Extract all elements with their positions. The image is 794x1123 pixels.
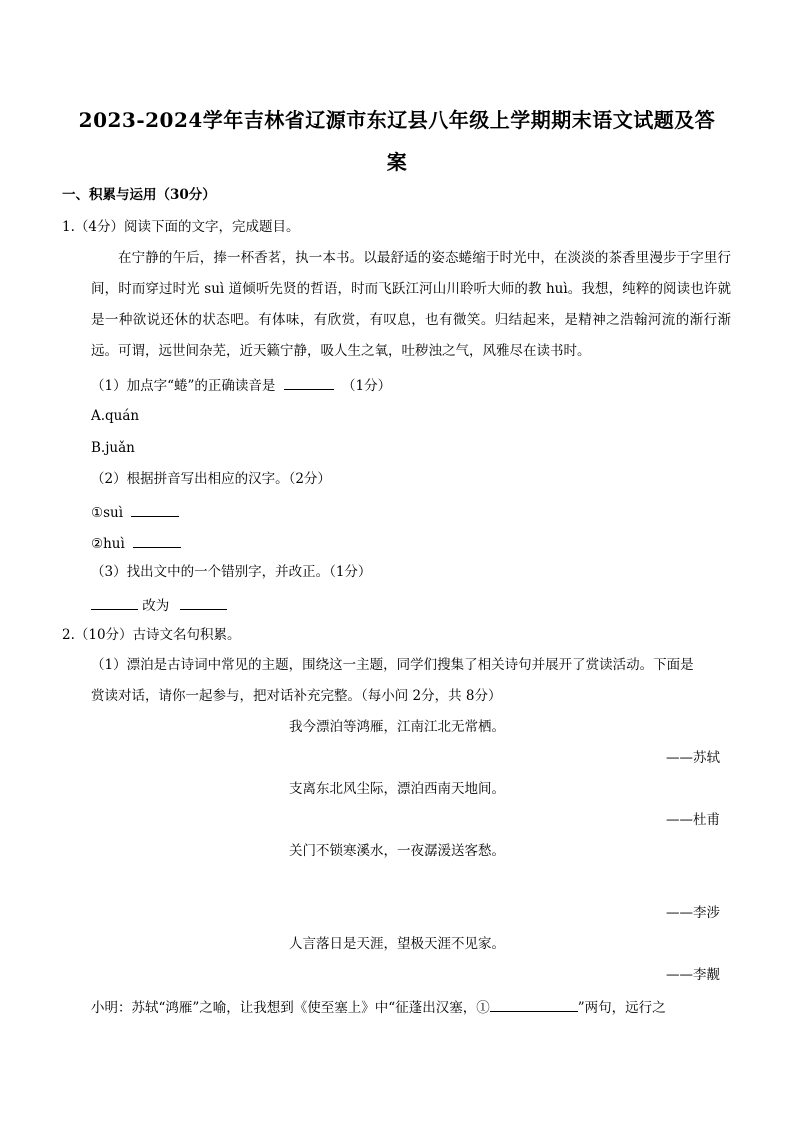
answer-blank[interactable] <box>91 595 138 610</box>
poem-author: ——李觏 <box>666 967 720 983</box>
poem-author: ——李涉 <box>666 905 720 921</box>
q1-sub3: （3）找出文中的一个错别字，并改正。（1分） <box>91 564 372 580</box>
answer-blank[interactable] <box>490 997 578 1012</box>
q1-sub2b <box>91 533 181 553</box>
q2-sub1-line1: （1）漂泊是古诗词中常见的主题，围绕这一主题，同学们搜集了相关诗句并展开了赏读活动。下面是 <box>91 657 694 673</box>
option-a: A.quán <box>91 408 140 424</box>
q1-sub3-mid: 改为 <box>142 598 170 614</box>
answer-blank[interactable] <box>131 502 179 517</box>
q2-sub1-line2: 赏读对话，请你一起参与，把对话补充完整。（每小问 2分，共 8分） <box>91 688 502 704</box>
doc-title-line1: 2023-2024学年吉林省辽源市东辽县八年级上学期期末语文试题及答 <box>78 108 716 132</box>
q2-stem: 2.（10分）古诗文名句积累。 <box>62 627 241 643</box>
poem-line: 我今漂泊等鸿雁，江南江北无常栖。 <box>289 719 505 735</box>
q1-sub3-answer <box>91 595 227 615</box>
q1-sub2a <box>91 502 179 522</box>
q1-stem: 1.（4分）阅读下面的文字，完成题目。 <box>62 219 300 235</box>
poem-author: ——杜甫 <box>666 812 720 828</box>
q1-sub1-text: （1）加点字“蜷”的正确读音是 <box>91 378 276 394</box>
q1-sub1 <box>91 375 391 395</box>
q1-sub2a-label: ①suì <box>91 505 124 521</box>
dialogue-xiaoming-pre: 小明：苏轼“鸿雁”之喻，让我想到《使至塞上》中“征蓬出汉塞，① <box>91 1000 490 1016</box>
answer-blank[interactable] <box>284 375 334 390</box>
dialogue-xiaoming <box>91 997 666 1017</box>
answer-blank[interactable] <box>180 595 227 610</box>
q1-sub2: （2）根据拼音写出相应的汉字。（2分） <box>91 471 331 487</box>
q1-passage: 在宁静的午后，捧一杯香茗，执一本书。以最舒适的姿态蜷缩于时光中，在淡淡的茶香里漫步于字里行间，时而穿过时光 suì 道倾听先贤的哲语，时而飞跃江河山川聆听大师的教 huì。我想，纯粹的阅读也许就是一种欲说还休的状态吧。有体味，有欣赏，有叹息，也有微笑。归结起来，是精神之浩翰河流的渐行渐远。可谓，远世间杂芜，近天籁宁静，吸人生之氧，吐秽浊之气，风雅尽在读书时。 <box>91 250 731 359</box>
option-b: B.juǎn <box>91 440 135 456</box>
q1-sub1-score: （1分） <box>342 378 392 394</box>
poem-line: 人言落日是天涯，望极天涯不见家。 <box>289 936 505 952</box>
doc-title-line2: 案 <box>386 150 408 174</box>
poem-line: 支离东北风尘际，漂泊西南天地间。 <box>289 781 505 797</box>
poem-author: ——苏轼 <box>666 750 720 766</box>
q1-sub2b-label: ②huì <box>91 536 125 552</box>
answer-blank[interactable] <box>133 533 181 548</box>
poem-line: 关门不锁寒溪水，一夜潺湲送客愁。 <box>289 843 505 859</box>
section-heading: 一、积累与运用（30分） <box>62 187 216 203</box>
dialogue-xiaoming-post: ”两句，远行之 <box>577 1000 666 1016</box>
